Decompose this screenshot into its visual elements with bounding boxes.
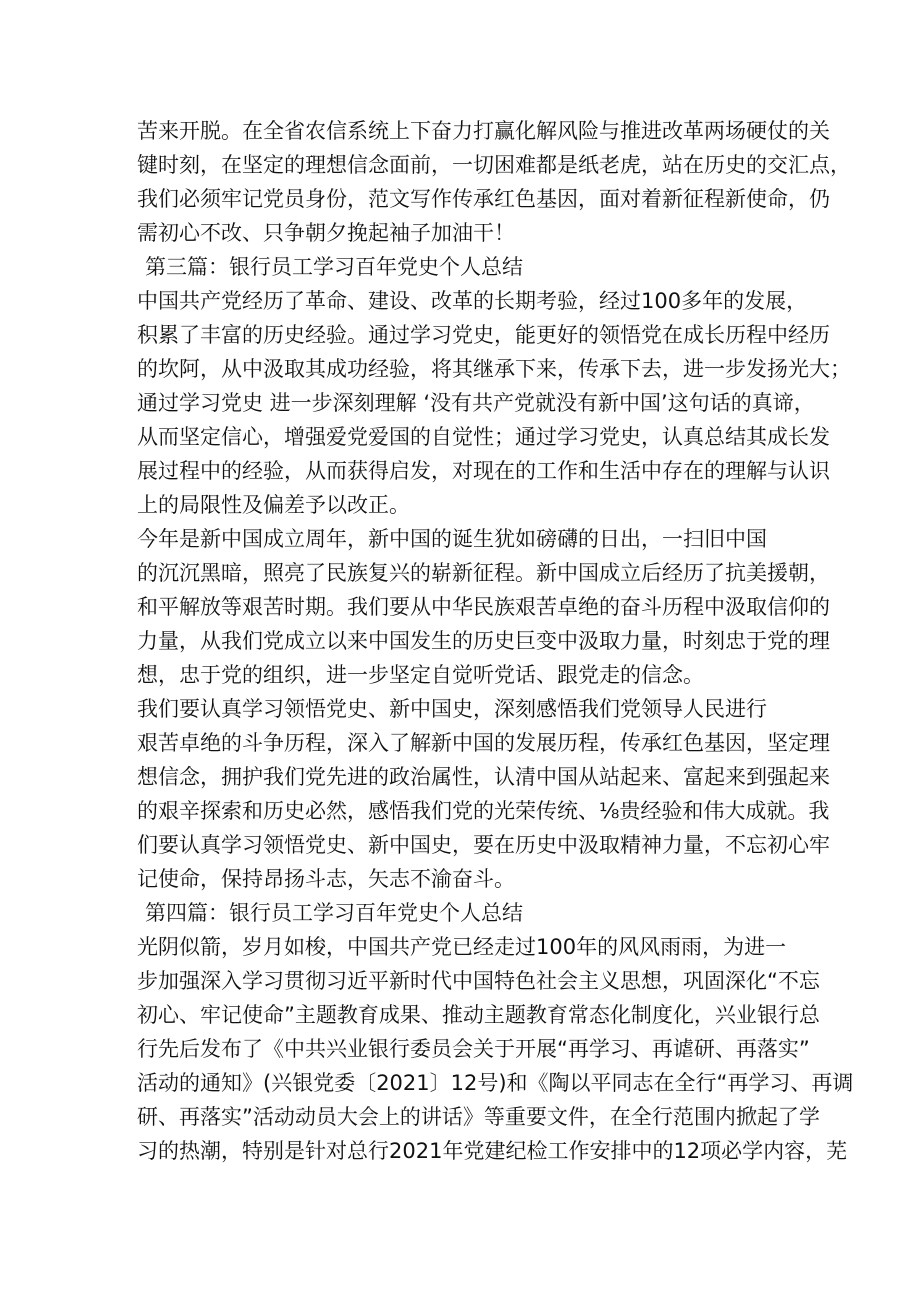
text-line: 步加强深入学习贯彻习近平新时代中国特色社会主义思想，巩固深化“不忘	[137, 969, 820, 993]
text-line: 键时刻，在坚定的理想信念面前，一切困难都是纸老虎，站在历史的交汇点，	[137, 153, 851, 177]
text-line: 们要认真学习领悟党史、新中国史，要在历史中汲取精神力量，不忘初心牢	[137, 833, 830, 857]
text-line: 的沉沉黑暗，照亮了民族复兴的崭新征程。新中国成立后经历了抗美援朝，	[137, 561, 830, 585]
text-line: 苦来开脱。在全省农信系统上下奋力打赢化解风险与推进改革两场硬仗的关	[137, 119, 830, 143]
text-line: 的艰辛探索和历史必然，感悟我们党的光荣传统、⅛贵经验和伟大成就。我	[137, 799, 830, 823]
text-line: 和平解放等艰苦时期。我们要从中华民族艰苦卓绝的奋斗历程中汲取信仰的	[137, 595, 830, 619]
text-line: 通过学习党史 进一步深刻理解 ‘没有共产党就没有新中国’这句话的真谛，	[137, 391, 815, 415]
text-line: 研、再落实”活动动员大会上的讲话》等重要文件，在全行范围内掀起了学	[137, 1105, 820, 1129]
text-line: 需初心不改、只争朝夕挽起袖子加油干！	[137, 221, 515, 245]
text-line: 我们要认真学习领悟党史、新中国史，深刻感悟我们党领导人民进行	[137, 697, 767, 721]
text-line: 习的热潮，特别是针对总行2021年党建纪检工作安排中的12项必学内容，芜	[137, 1139, 848, 1163]
text-line: 活动的通知》(兴银党委〔2021〕12号)和《陶以平同志在全行“再学习、再调	[137, 1071, 854, 1095]
text-line: 记使命，保持昂扬斗志，矢志不渝奋斗。	[137, 867, 515, 891]
text-line: 光阴似箭，岁月如梭，中国共产党已经走过100年的风风雨雨，为进一	[137, 935, 787, 959]
text-line: 想信念，拥护我们党先进的政治属性，认清中国从站起来、富起来到强起来	[137, 765, 830, 789]
text-line: 展过程中的经验，从而获得启发，对现在的工作和生活中存在的理解与认识	[137, 459, 830, 483]
text-line: 力量，从我们党成立以来中国发生的历史巨变中汲取力量，时刻忠于党的理	[137, 629, 830, 653]
text-line: 初心、牢记使命”主题教育成果、推动主题教育常态化制度化，兴业银行总	[137, 1003, 820, 1027]
section-heading: 第四篇：银行员工学习百年党史个人总结	[145, 901, 523, 925]
text-line: 中国共产党经历了革命、建设、改革的长期考验，经过100多年的发展，	[137, 289, 808, 313]
text-line: 上的局限性及偏差予以改正。	[137, 493, 410, 517]
text-line: 从而坚定信心，增强爱党爱国的自觉性；通过学习党史，认真总结其成长发	[137, 425, 830, 449]
text-line: 想，忠于党的组织，进一步坚定自觉听党话、跟党走的信念。	[137, 663, 704, 687]
text-line: 行先后发布了《中共兴业银行委员会关于开展“再学习、再谑研、再落实”	[137, 1037, 810, 1061]
text-line: 积累了丰富的历史经验。通过学习党史，能更好的领悟党在成长历程中经历	[137, 323, 830, 347]
text-line: 的坎阿，从中汲取其成功经验，将其继承下来，传承下去，进一步发扬光大；	[137, 357, 851, 381]
section-heading: 第三篇：银行员工学习百年党史个人总结	[145, 255, 523, 279]
text-line: 我们必须牢记党员身份，范文写作传承红色基因，面对着新征程新使命，仍	[137, 187, 830, 211]
text-line: 今年是新中国成立周年，新中国的诞生犹如磅礴的日出，一扫旧中国	[137, 527, 767, 551]
text-line: 艰苦卓绝的斗争历程，深入了解新中国的发展历程，传承红色基因，坚定理	[137, 731, 830, 755]
